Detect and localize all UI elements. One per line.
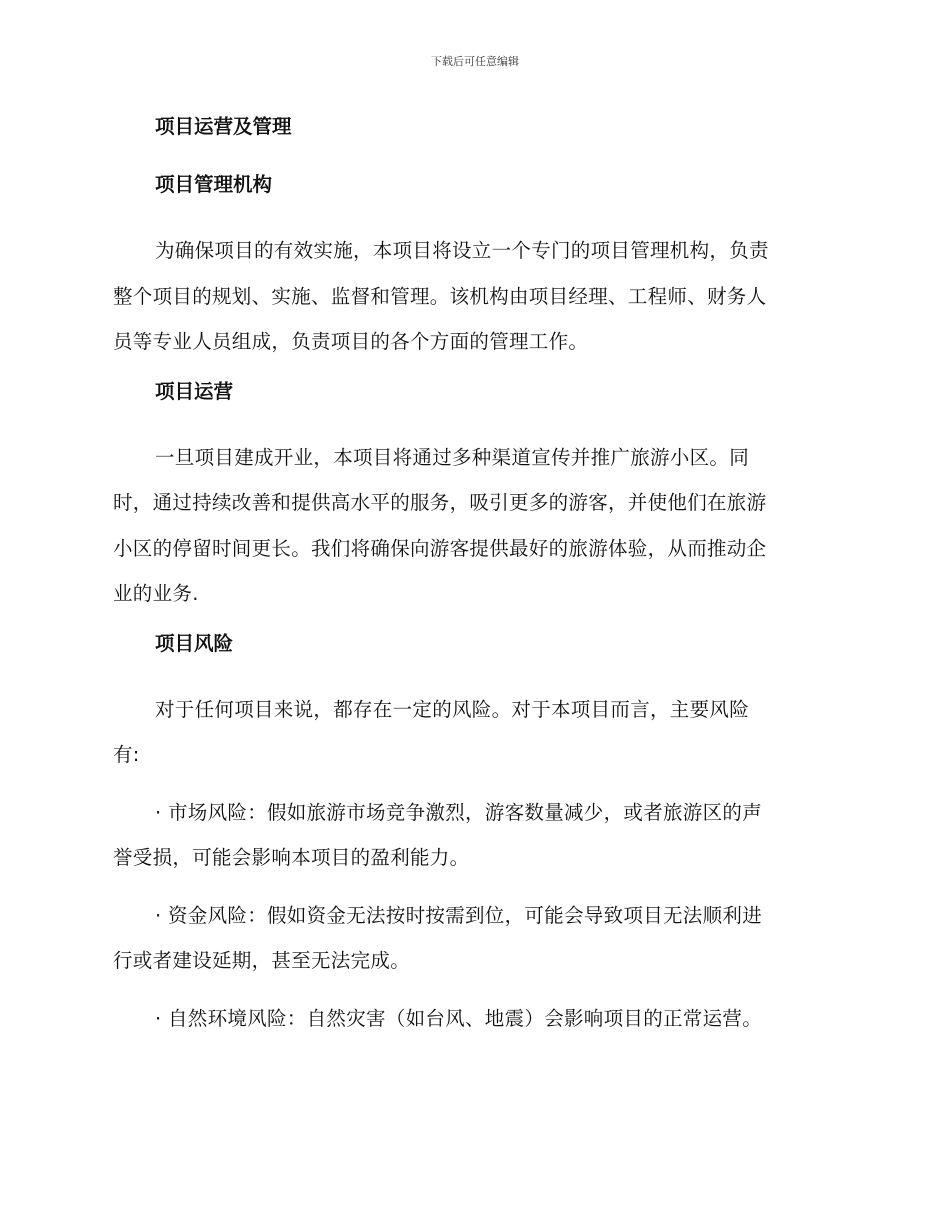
paragraph-line: 整个项目的规划、实施、监督和管理。该机构由项目经理、工程师、财务人: [113, 284, 767, 308]
section-heading-risks: 项目风险: [155, 631, 234, 655]
risk-line: 誉受损，可能会影响本项目的盈利能力。: [113, 846, 470, 869]
paragraph-line: 一旦项目建成开业，本项目将通过多种渠道宣传并推广旅游小区。同: [155, 445, 750, 469]
risk-line: · 资金风险：假如资金无法按时按需到位，可能会导致项目无法顺利进: [155, 903, 762, 927]
risk-line: · 自然环境风险：自然灾害（如台风、地震）会影响项目的正常运营。: [155, 1006, 762, 1030]
page-header-note: 下载后可任意编辑: [431, 55, 519, 68]
paragraph-line: 小区的停留时间更长。我们将确保向游客提供最好的旅游体验，从而推动企: [113, 536, 767, 560]
section-heading-management-organization: 项目管理机构: [155, 173, 273, 196]
paragraph-line: 为确保项目的有效实施，本项目将设立一个专门的项目管理机构，负责: [155, 239, 769, 262]
paragraph-risks-intro: [113, 687, 829, 778]
paragraph-line: 业的业务.: [113, 582, 199, 605]
document-body: [113, 112, 829, 1053]
risk-line: · 市场风险：假如旅游市场竞争激烈，游客数量减少，或者旅游区的声: [155, 800, 762, 824]
paragraph-line: 时，通过持续改善和提供高水平的服务，吸引更多的游客，并使他们在旅游: [113, 491, 767, 514]
paragraph-line: 员等专业人员组成，负责项目的各个方面的管理工作。: [113, 330, 589, 353]
paragraph-line: 对于任何项目来说，都存在一定的风险。对于本项目而言，主要风险: [155, 697, 750, 721]
risk-item-natural-environment: [113, 996, 829, 1042]
risk-item-funding: [113, 893, 829, 984]
paragraph-line: 有:: [113, 743, 140, 766]
paragraph-management-organization: [113, 228, 829, 365]
risk-line: 行或者建设延期，甚至无法完成。: [113, 949, 411, 972]
paragraph-operations: [113, 435, 829, 617]
risk-item-market: [113, 790, 829, 881]
section-heading-operations-management: 项目运营及管理: [155, 115, 292, 138]
section-heading-operations: 项目运营: [155, 379, 234, 403]
